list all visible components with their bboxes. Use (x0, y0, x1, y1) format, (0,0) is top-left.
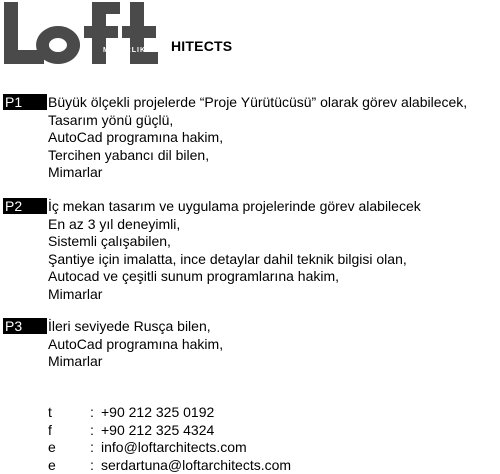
position-line: Tercihen yabancı dil bilen, (48, 146, 210, 163)
position-line: Mimarlar (48, 353, 103, 369)
contact-separator: : (90, 439, 94, 455)
position-line: Sistemli çalışabilen, (48, 233, 171, 249)
position-line: AutoCad programına hakim, (48, 335, 224, 352)
position-line: Büyük ölçekli projelerde “Proje Yürütücüsü” olarak görev alabilecek, (48, 94, 468, 110)
contact-separator: : (90, 456, 94, 473)
position-line: İç mekan tasarım ve uygulama projelerinde görev alabilecek (48, 198, 421, 214)
logo-small-text: MIMARLIK (103, 47, 146, 54)
contact-value: +90 212 325 4324 (101, 421, 215, 438)
position-line: AutoCad programına hakim, (48, 129, 224, 145)
position-line: Mimarlar (48, 164, 103, 180)
contact-key: f (48, 421, 52, 438)
position-line: Autocad ve çeşitli sunum programlarına hakim, (48, 268, 340, 284)
contact-key: e (48, 439, 56, 455)
position-line: İleri seviyede Rusça bilen, (48, 318, 211, 334)
contact-separator: : (90, 404, 94, 420)
contact-email-link[interactable]: info@loftarchitects.com (101, 439, 247, 455)
contact-key: e (48, 456, 56, 473)
brand-suffix: HITECTS (171, 38, 233, 54)
contact-email-link[interactable]: serdartuna@loftarchitects.com (101, 456, 292, 473)
position-line: Şantiye için imalatta, ince detaylar dahil teknik bilgisi olan, (48, 250, 407, 267)
position-tag: P1 (3, 94, 47, 110)
position-line: Tasarım yönü güçlü, (48, 111, 174, 128)
contact-value: +90 212 325 0192 (101, 404, 215, 420)
contact-separator: : (90, 421, 94, 438)
position-tag: P3 (3, 318, 47, 334)
position-tag: P2 (3, 198, 47, 214)
position-line: En az 3 yıl deneyimli, (48, 215, 181, 232)
position-line: Mimarlar (48, 285, 103, 302)
contact-key: t (48, 404, 52, 420)
